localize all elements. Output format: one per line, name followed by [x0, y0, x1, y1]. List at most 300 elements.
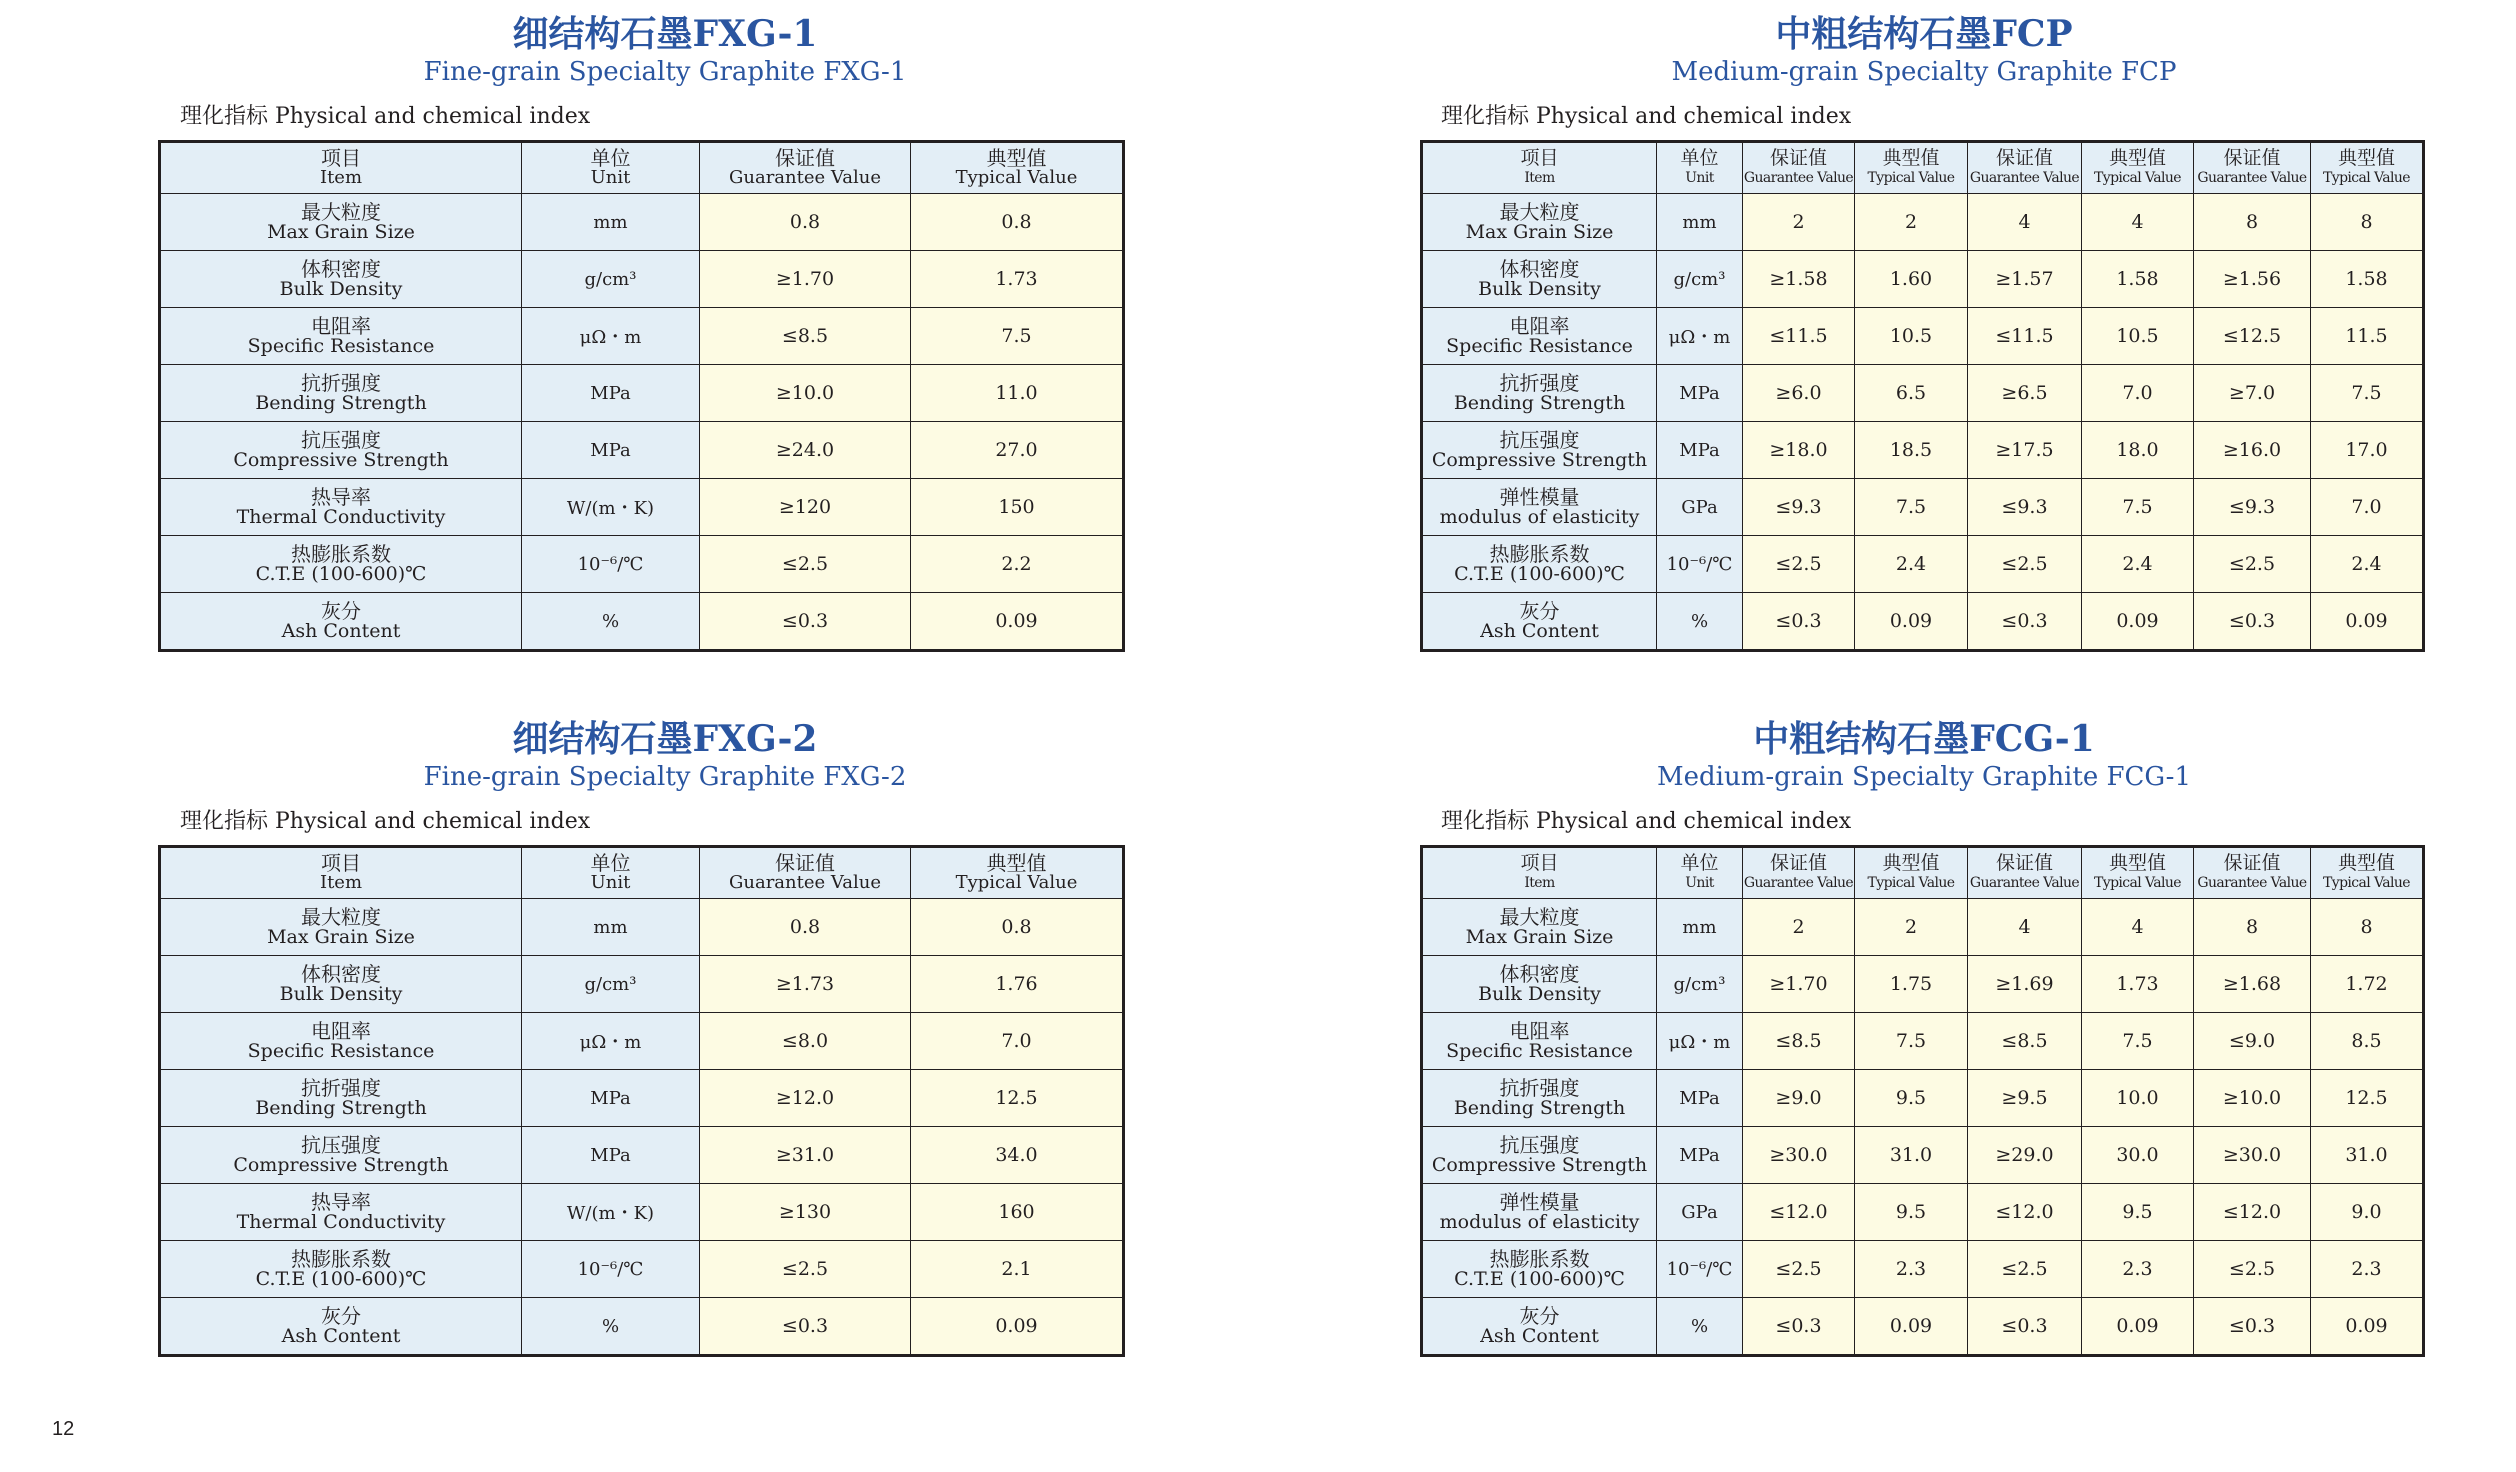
- table-row: [160, 536, 1124, 593]
- typical-value: 11.5: [2311, 308, 2424, 365]
- typical-value: 2.1: [911, 1241, 1124, 1298]
- guarantee-value: ≤2.5: [2194, 1241, 2311, 1298]
- section-fcp: [1258, 0, 2516, 700]
- typical-value: 7.5: [911, 308, 1124, 365]
- typical-value: 10.5: [1855, 308, 1968, 365]
- typical-value: 7.0: [911, 1013, 1124, 1070]
- guarantee-value: ≥1.73: [700, 956, 911, 1013]
- guarantee-value: ≥6.0: [1743, 365, 1855, 422]
- guarantee-value: ≤11.5: [1968, 308, 2082, 365]
- property-name: [1422, 308, 1657, 365]
- property-name-en: C.T.E (100-600)℃: [1454, 563, 1625, 585]
- typical-value: 10.0: [2082, 1070, 2194, 1127]
- guarantee-value: 0.8: [700, 899, 911, 956]
- property-name-cn: 抗折强度: [1499, 371, 1580, 395]
- guarantee-value: ≥1.70: [1743, 956, 1855, 1013]
- guarantee-value: ≤0.3: [1968, 1298, 2082, 1356]
- unit-cell: MPa: [1657, 1070, 1743, 1127]
- guarantee-value: ≤8.0: [700, 1013, 911, 1070]
- guarantee-value: ≤2.5: [1968, 1241, 2082, 1298]
- guarantee-value: 2: [1743, 899, 1855, 956]
- property-name-cn: 抗压强度: [301, 428, 381, 452]
- property-name-cn: 热导率: [311, 1190, 371, 1214]
- header-unit: 单位 Unit: [1657, 142, 1743, 194]
- property-name-cn: 灰分: [321, 1304, 361, 1328]
- typical-value: 4: [2082, 194, 2194, 251]
- property-name: [1422, 899, 1657, 956]
- typical-value: 0.09: [2311, 593, 2424, 651]
- table-header-row: [1422, 142, 2424, 194]
- unit-cell: g/cm³: [522, 956, 700, 1013]
- table-row: [160, 365, 1124, 422]
- table-row: [160, 956, 1124, 1013]
- typical-value: 18.5: [1855, 422, 1968, 479]
- guarantee-value: ≤8.5: [700, 308, 911, 365]
- table-row: [1422, 308, 2424, 365]
- header-unit: 单位 Unit: [522, 142, 700, 194]
- spec-table: [158, 845, 1125, 1357]
- unit-cell: MPa: [1657, 365, 1743, 422]
- guarantee-value: ≥7.0: [2194, 365, 2311, 422]
- guarantee-value: ≤12.5: [2194, 308, 2311, 365]
- unit-cell: 10⁻⁶/℃: [522, 1241, 700, 1298]
- property-name: [160, 1013, 522, 1070]
- unit-cell: g/cm³: [1657, 251, 1743, 308]
- typical-value: 8.5: [2311, 1013, 2424, 1070]
- typical-value: 8: [2311, 899, 2424, 956]
- property-name-en: Compressive Strength: [233, 1154, 449, 1176]
- header-guarantee: 保证值 Guarantee Value: [700, 847, 911, 899]
- typical-value: 2.4: [2082, 536, 2194, 593]
- property-name: [1422, 1298, 1657, 1356]
- header-item: 项目 Item: [1422, 142, 1657, 194]
- typical-value: 1.72: [2311, 956, 2424, 1013]
- header-typical: 典型值 Typical Value: [2082, 847, 2194, 899]
- typical-value: 7.0: [2311, 479, 2424, 536]
- section-title-en: Medium-grain Specialty Graphite FCP: [1671, 57, 2177, 87]
- guarantee-value: ≥130: [700, 1184, 911, 1241]
- table-row: [1422, 1013, 2424, 1070]
- unit-cell: MPa: [1657, 1127, 1743, 1184]
- page-number: 12: [52, 1418, 75, 1440]
- property-name-cn: 热膨胀系数: [1489, 1247, 1590, 1271]
- property-name-cn: 抗折强度: [301, 1076, 381, 1100]
- property-name-cn: 热膨胀系数: [291, 542, 391, 566]
- guarantee-value: ≥30.0: [2194, 1127, 2311, 1184]
- header-item: 项目 Item: [1422, 847, 1657, 899]
- index-label: 理化指标 Physical and chemical index: [180, 809, 591, 834]
- property-name-en: C.T.E (100-600)℃: [1454, 1268, 1625, 1290]
- typical-value: 1.60: [1855, 251, 1968, 308]
- property-name: [160, 308, 522, 365]
- typical-value: 150: [911, 479, 1124, 536]
- property-name-en: C.T.E (100-600)℃: [255, 563, 427, 585]
- property-name-en: Bending Strength: [1453, 1097, 1626, 1119]
- property-name-cn: 抗折强度: [1499, 1076, 1580, 1100]
- guarantee-value: ≤9.3: [2194, 479, 2311, 536]
- section-fxg-2: [0, 705, 1250, 1405]
- typical-value: 9.0: [2311, 1184, 2424, 1241]
- property-name: [1422, 1241, 1657, 1298]
- property-name-en: Specific Resistance: [1446, 335, 1633, 357]
- guarantee-value: 4: [1968, 899, 2082, 956]
- property-name: [160, 479, 522, 536]
- property-name-en: Bulk Density: [279, 278, 403, 300]
- section-title-en: Medium-grain Specialty Graphite FCG-1: [1656, 762, 2191, 792]
- guarantee-value: ≥10.0: [700, 365, 911, 422]
- guarantee-value: ≥1.58: [1743, 251, 1855, 308]
- property-name: [160, 1184, 522, 1241]
- header-unit: 单位 Unit: [1657, 847, 1743, 899]
- property-name-cn: 热导率: [311, 485, 371, 509]
- property-name-cn: 热膨胀系数: [1489, 542, 1590, 566]
- property-name-en: Specific Resistance: [247, 1040, 435, 1062]
- unit-cell: μΩ・m: [522, 1013, 700, 1070]
- property-name: [160, 1298, 522, 1356]
- property-name: [160, 899, 522, 956]
- property-name-en: Max Grain Size: [1465, 926, 1614, 948]
- unit-cell: 10⁻⁶/℃: [1657, 536, 1743, 593]
- spec-table: [1420, 140, 2425, 652]
- section-fcg-1: [1258, 705, 2516, 1405]
- property-name-cn: 弹性模量: [1499, 485, 1580, 509]
- guarantee-value: ≤12.0: [1743, 1184, 1855, 1241]
- typical-value: 7.5: [2082, 479, 2194, 536]
- property-name: [1422, 956, 1657, 1013]
- property-name-cn: 电阻率: [311, 1019, 371, 1043]
- unit-cell: 10⁻⁶/℃: [1657, 1241, 1743, 1298]
- table-row: [160, 422, 1124, 479]
- unit-cell: MPa: [522, 365, 700, 422]
- spec-table: [1420, 845, 2425, 1357]
- header-unit: 单位 Unit: [522, 847, 700, 899]
- typical-value: 27.0: [911, 422, 1124, 479]
- table-row: [1422, 479, 2424, 536]
- property-name-en: Compressive Strength: [233, 449, 449, 471]
- typical-value: 0.09: [1855, 593, 1968, 651]
- guarantee-value: ≤2.5: [1743, 536, 1855, 593]
- property-name: [160, 1127, 522, 1184]
- property-name: [1422, 422, 1657, 479]
- unit-cell: MPa: [1657, 422, 1743, 479]
- unit-cell: g/cm³: [1657, 956, 1743, 1013]
- property-name-en: Thermal Conductivity: [236, 1211, 446, 1233]
- property-name-cn: 最大粒度: [1499, 905, 1580, 929]
- property-name: [160, 365, 522, 422]
- typical-value: 10.5: [2082, 308, 2194, 365]
- table-row: [160, 899, 1124, 956]
- typical-value: 0.09: [2082, 1298, 2194, 1356]
- unit-cell: W/(m・K): [522, 1184, 700, 1241]
- table-row: [160, 1127, 1124, 1184]
- unit-cell: MPa: [522, 422, 700, 479]
- property-name: [1422, 1070, 1657, 1127]
- index-label: 理化指标 Physical and chemical index: [1441, 809, 1852, 834]
- unit-cell: %: [1657, 593, 1743, 651]
- guarantee-value: ≤0.3: [700, 593, 911, 651]
- unit-cell: GPa: [1657, 1184, 1743, 1241]
- property-name-en: Compressive Strength: [1431, 449, 1648, 471]
- unit-cell: %: [522, 1298, 700, 1356]
- property-name: [1422, 536, 1657, 593]
- typical-value: 31.0: [1855, 1127, 1968, 1184]
- typical-value: 0.09: [911, 1298, 1124, 1356]
- guarantee-value: ≤9.3: [1968, 479, 2082, 536]
- property-name-cn: 电阻率: [311, 314, 371, 338]
- unit-cell: mm: [522, 899, 700, 956]
- property-name-en: modulus of elasticity: [1439, 1211, 1640, 1233]
- typical-value: 11.0: [911, 365, 1124, 422]
- guarantee-value: 4: [1968, 194, 2082, 251]
- unit-cell: W/(m・K): [522, 479, 700, 536]
- section-title-cn: 中粗结构石墨FCG-1: [1753, 718, 2095, 760]
- property-name-cn: 灰分: [321, 599, 361, 623]
- header-guarantee: 保证值 Guarantee Value: [1743, 847, 1855, 899]
- guarantee-value: ≤2.5: [1968, 536, 2082, 593]
- typical-value: 1.76: [911, 956, 1124, 1013]
- table-row: [160, 1241, 1124, 1298]
- header-guarantee: 保证值 Guarantee Value: [1968, 142, 2082, 194]
- guarantee-value: ≤2.5: [700, 1241, 911, 1298]
- unit-cell: μΩ・m: [1657, 1013, 1743, 1070]
- guarantee-value: 0.8: [700, 194, 911, 251]
- property-name-cn: 灰分: [1519, 599, 1560, 623]
- guarantee-value: 2: [1743, 194, 1855, 251]
- unit-cell: %: [1657, 1298, 1743, 1356]
- property-name: [160, 1070, 522, 1127]
- guarantee-value: ≤12.0: [2194, 1184, 2311, 1241]
- guarantee-value: ≥6.5: [1968, 365, 2082, 422]
- property-name-en: Bulk Density: [279, 983, 403, 1005]
- table-row: [1422, 1298, 2424, 1356]
- guarantee-value: ≤9.3: [1743, 479, 1855, 536]
- unit-cell: MPa: [522, 1127, 700, 1184]
- guarantee-value: 8: [2194, 194, 2311, 251]
- guarantee-value: 8: [2194, 899, 2311, 956]
- header-guarantee: 保证值 Guarantee Value: [2194, 847, 2311, 899]
- table-row: [1422, 593, 2424, 651]
- property-name-cn: 弹性模量: [1499, 1190, 1580, 1214]
- typical-value: 9.5: [2082, 1184, 2194, 1241]
- guarantee-value: ≤8.5: [1968, 1013, 2082, 1070]
- guarantee-value: ≤0.3: [700, 1298, 911, 1356]
- section-title-en: Fine-grain Specialty Graphite FXG-2: [423, 762, 907, 792]
- property-name: [1422, 194, 1657, 251]
- property-name-cn: 最大粒度: [1499, 200, 1580, 224]
- unit-cell: %: [522, 593, 700, 651]
- typical-value: 34.0: [911, 1127, 1124, 1184]
- property-name: [1422, 1184, 1657, 1241]
- header-guarantee: 保证值 Guarantee Value: [2194, 142, 2311, 194]
- guarantee-value: ≥17.5: [1968, 422, 2082, 479]
- unit-cell: MPa: [522, 1070, 700, 1127]
- table-row: [160, 1013, 1124, 1070]
- typical-value: 18.0: [2082, 422, 2194, 479]
- property-name: [160, 593, 522, 651]
- typical-value: 1.58: [2082, 251, 2194, 308]
- property-name-cn: 体积密度: [1499, 962, 1580, 986]
- property-name-en: Bending Strength: [255, 1097, 427, 1119]
- property-name-en: Bending Strength: [1453, 392, 1626, 414]
- table-row: [160, 479, 1124, 536]
- spec-table: [158, 140, 1125, 652]
- typical-value: 0.09: [2082, 593, 2194, 651]
- table-row: [160, 194, 1124, 251]
- table-row: [160, 1298, 1124, 1356]
- typical-value: 2.4: [1855, 536, 1968, 593]
- guarantee-value: ≤9.0: [2194, 1013, 2311, 1070]
- guarantee-value: ≥18.0: [1743, 422, 1855, 479]
- property-name-en: Specific Resistance: [1446, 1040, 1633, 1062]
- guarantee-value: ≤0.3: [2194, 1298, 2311, 1356]
- guarantee-value: ≥29.0: [1968, 1127, 2082, 1184]
- guarantee-value: ≤0.3: [2194, 593, 2311, 651]
- table-row: [1422, 365, 2424, 422]
- table-row: [160, 1070, 1124, 1127]
- property-name-cn: 抗压强度: [1499, 428, 1580, 452]
- header-guarantee: 保证值 Guarantee Value: [1743, 142, 1855, 194]
- property-name-cn: 电阻率: [1509, 314, 1570, 338]
- header-typical: 典型值 Typical Value: [2082, 142, 2194, 194]
- typical-value: 1.75: [1855, 956, 1968, 1013]
- table-row: [160, 593, 1124, 651]
- header-typical: 典型值 Typical Value: [1855, 142, 1968, 194]
- typical-value: 6.5: [1855, 365, 1968, 422]
- typical-value: 8: [2311, 194, 2424, 251]
- guarantee-value: ≤0.3: [1743, 1298, 1855, 1356]
- header-typical: 典型值 Typical Value: [911, 142, 1124, 194]
- property-name-cn: 灰分: [1519, 1304, 1560, 1328]
- typical-value: 2.3: [1855, 1241, 1968, 1298]
- guarantee-value: ≤2.5: [1743, 1241, 1855, 1298]
- property-name-cn: 体积密度: [301, 962, 381, 986]
- typical-value: 0.8: [911, 194, 1124, 251]
- unit-cell: g/cm³: [522, 251, 700, 308]
- table-row: [1422, 194, 2424, 251]
- property-name: [160, 1241, 522, 1298]
- typical-value: 12.5: [2311, 1070, 2424, 1127]
- typical-value: 2.4: [2311, 536, 2424, 593]
- typical-value: 7.5: [1855, 479, 1968, 536]
- property-name-cn: 电阻率: [1509, 1019, 1570, 1043]
- guarantee-value: ≥1.69: [1968, 956, 2082, 1013]
- property-name-en: Bulk Density: [1478, 983, 1601, 1005]
- typical-value: 7.5: [2082, 1013, 2194, 1070]
- unit-cell: mm: [522, 194, 700, 251]
- table-row: [160, 308, 1124, 365]
- typical-value: 17.0: [2311, 422, 2424, 479]
- table-row: [1422, 899, 2424, 956]
- table-row: [1422, 536, 2424, 593]
- section-title-cn: 细结构石墨FXG-1: [512, 13, 818, 55]
- typical-value: 31.0: [2311, 1127, 2424, 1184]
- property-name-en: Max Grain Size: [267, 221, 415, 243]
- property-name: [1422, 479, 1657, 536]
- property-name-en: Max Grain Size: [1465, 221, 1614, 243]
- header-typical: 典型值 Typical Value: [911, 847, 1124, 899]
- unit-cell: mm: [1657, 899, 1743, 956]
- typical-value: 9.5: [1855, 1070, 1968, 1127]
- table-row: [1422, 1184, 2424, 1241]
- property-name-en: Bulk Density: [1478, 278, 1601, 300]
- typical-value: 0.09: [911, 593, 1124, 651]
- property-name-cn: 最大粒度: [301, 905, 381, 929]
- guarantee-value: ≤8.5: [1743, 1013, 1855, 1070]
- typical-value: 1.58: [2311, 251, 2424, 308]
- section-title-en: Fine-grain Specialty Graphite FXG-1: [423, 57, 907, 87]
- typical-value: 1.73: [911, 251, 1124, 308]
- property-name: [160, 956, 522, 1013]
- property-name: [1422, 365, 1657, 422]
- table-row: [1422, 422, 2424, 479]
- guarantee-value: ≤0.3: [1968, 593, 2082, 651]
- table-row: [1422, 956, 2424, 1013]
- property-name-en: Ash Content: [1480, 1325, 1599, 1347]
- header-item: 项目 Item: [160, 142, 522, 194]
- property-name-en: Compressive Strength: [1431, 1154, 1648, 1176]
- guarantee-value: ≤2.5: [700, 536, 911, 593]
- typical-value: 0.09: [2311, 1298, 2424, 1356]
- section-title-cn: 细结构石墨FXG-2: [512, 718, 818, 760]
- section-title-cn: 中粗结构石墨FCP: [1775, 13, 2073, 55]
- property-name-en: Ash Content: [281, 1325, 401, 1347]
- header-item: 项目 Item: [160, 847, 522, 899]
- guarantee-value: ≤11.5: [1743, 308, 1855, 365]
- unit-cell: μΩ・m: [1657, 308, 1743, 365]
- table-row: [160, 1184, 1124, 1241]
- property-name: [160, 536, 522, 593]
- typical-value: 4: [2082, 899, 2194, 956]
- guarantee-value: ≤0.3: [1743, 593, 1855, 651]
- typical-value: 2: [1855, 194, 1968, 251]
- guarantee-value: ≤12.0: [1968, 1184, 2082, 1241]
- header-typical: 典型值 Typical Value: [2311, 847, 2424, 899]
- property-name-en: Ash Content: [1480, 620, 1599, 642]
- property-name-en: C.T.E (100-600)℃: [255, 1268, 427, 1290]
- property-name: [160, 194, 522, 251]
- table-row: [160, 251, 1124, 308]
- typical-value: 2.2: [911, 536, 1124, 593]
- guarantee-value: ≥10.0: [2194, 1070, 2311, 1127]
- property-name: [1422, 251, 1657, 308]
- property-name-cn: 抗折强度: [301, 371, 381, 395]
- unit-cell: GPa: [1657, 479, 1743, 536]
- typical-value: 2.3: [2082, 1241, 2194, 1298]
- table-row: [1422, 1070, 2424, 1127]
- property-name-cn: 最大粒度: [301, 200, 381, 224]
- section-fxg-1: [0, 0, 1250, 700]
- guarantee-value: ≥30.0: [1743, 1127, 1855, 1184]
- typical-value: 1.73: [2082, 956, 2194, 1013]
- unit-cell: 10⁻⁶/℃: [522, 536, 700, 593]
- typical-value: 12.5: [911, 1070, 1124, 1127]
- guarantee-value: ≥1.70: [700, 251, 911, 308]
- typical-value: 7.0: [2082, 365, 2194, 422]
- property-name-cn: 体积密度: [1499, 257, 1580, 281]
- typical-value: 0.09: [1855, 1298, 1968, 1356]
- typical-value: 30.0: [2082, 1127, 2194, 1184]
- table-header-row: [1422, 847, 2424, 899]
- table-row: [1422, 1241, 2424, 1298]
- typical-value: 2.3: [2311, 1241, 2424, 1298]
- table-row: [1422, 1127, 2424, 1184]
- header-guarantee: 保证值 Guarantee Value: [700, 142, 911, 194]
- property-name: [1422, 1127, 1657, 1184]
- guarantee-value: ≥24.0: [700, 422, 911, 479]
- property-name: [160, 422, 522, 479]
- guarantee-value: ≥1.68: [2194, 956, 2311, 1013]
- index-label: 理化指标 Physical and chemical index: [1441, 104, 1852, 129]
